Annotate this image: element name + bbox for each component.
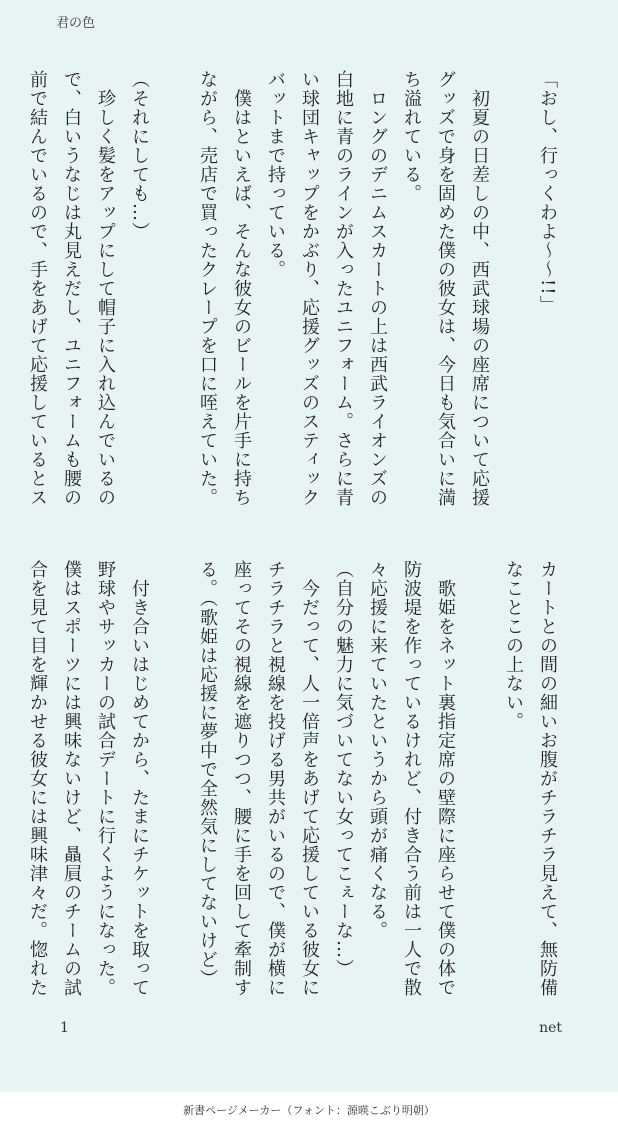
text-line: 座ってその視線を遮りつつ、腰に手を回して牽制す	[231, 560, 252, 997]
vertical-text-upper	[20, 70, 564, 530]
text-line: 僕はスポーツには興味ないけど、贔屓のチームの試	[61, 560, 82, 997]
text-line: 僕はといえば、そんな彼女のビールを片手に持ち	[231, 70, 252, 507]
text-line: 防波堤を作っているけれど、付き合う前は一人で散	[401, 560, 422, 997]
text-line: グッズで身を固めた僕の彼女は、今日も気合いに満	[435, 70, 456, 507]
text-line: なことこの上ない。	[503, 560, 524, 731]
text-line: る。（歌姫は応援に夢中で全然気にしてないけど）	[197, 560, 218, 988]
text-line	[496, 70, 530, 530]
text-line: カートとの間の細いお腹がチラチラ見えて、無防備	[537, 560, 558, 997]
text-line: 珍しく髪をアップにして帽子に入れ込んでいるの	[95, 70, 116, 507]
text-line	[462, 560, 496, 1020]
footer-credit: 新書ページメーカー（フォント：源暎こぶり明朝）	[183, 1104, 435, 1117]
text-line: バットまで持っている。	[265, 70, 286, 279]
text-line: 々応援に来ていたというから頭が痛くなる。	[367, 560, 388, 940]
text-line: 今だって、人一倍声をあげて応援している彼女に	[299, 560, 320, 997]
page-number: 1	[60, 1020, 69, 1036]
text-line: 付き合いはじめてから、たまにチケットを取って	[129, 560, 150, 997]
text-line: 「おし、行っくわよ〜〜!!」	[537, 70, 558, 315]
text-line: 合を見て目を輝かせる彼女には興味津々だ。惚れた	[27, 560, 48, 997]
text-line: い球団キャップをかぶり、応援グッズのスティック	[299, 70, 320, 507]
text-line: チラチラと視線を投げる男共がいるので、僕が横に	[265, 560, 286, 997]
text-line: ながら、売店で買ったクレープを口に咥えていた。	[197, 70, 218, 507]
text-line: 野球やサッカーの試合デートに行くようになった。	[95, 560, 116, 997]
text-line: ち溢れている。	[401, 70, 422, 203]
text-line: （自分の魅力に気づいてない女ってこぇーな…）	[333, 560, 354, 978]
text-line: （それにしても…）	[129, 70, 150, 241]
text-line: ロングのデニムスカートの上は西武ライオンズの	[367, 70, 388, 507]
net-label: net	[539, 1020, 562, 1036]
text-line: 初夏の日差しの中、西武球場の座席について応援	[469, 70, 490, 507]
chapter-title: 君の色	[56, 16, 96, 31]
text-line	[156, 70, 190, 530]
vertical-text-lower	[20, 560, 564, 1020]
text-line: 白地に青のラインが入ったユニフォーム。さらに青	[333, 70, 354, 507]
text-line: 歌姫をネット裏指定席の壁際に座らせて僕の体で	[435, 560, 456, 997]
text-line	[156, 560, 190, 1020]
text-line: 前で結んでいるので、手をあげて応援しているとス	[27, 70, 48, 507]
text-line: で、白いうなじは丸見えだし、ユニフォームも腰の	[61, 70, 82, 507]
